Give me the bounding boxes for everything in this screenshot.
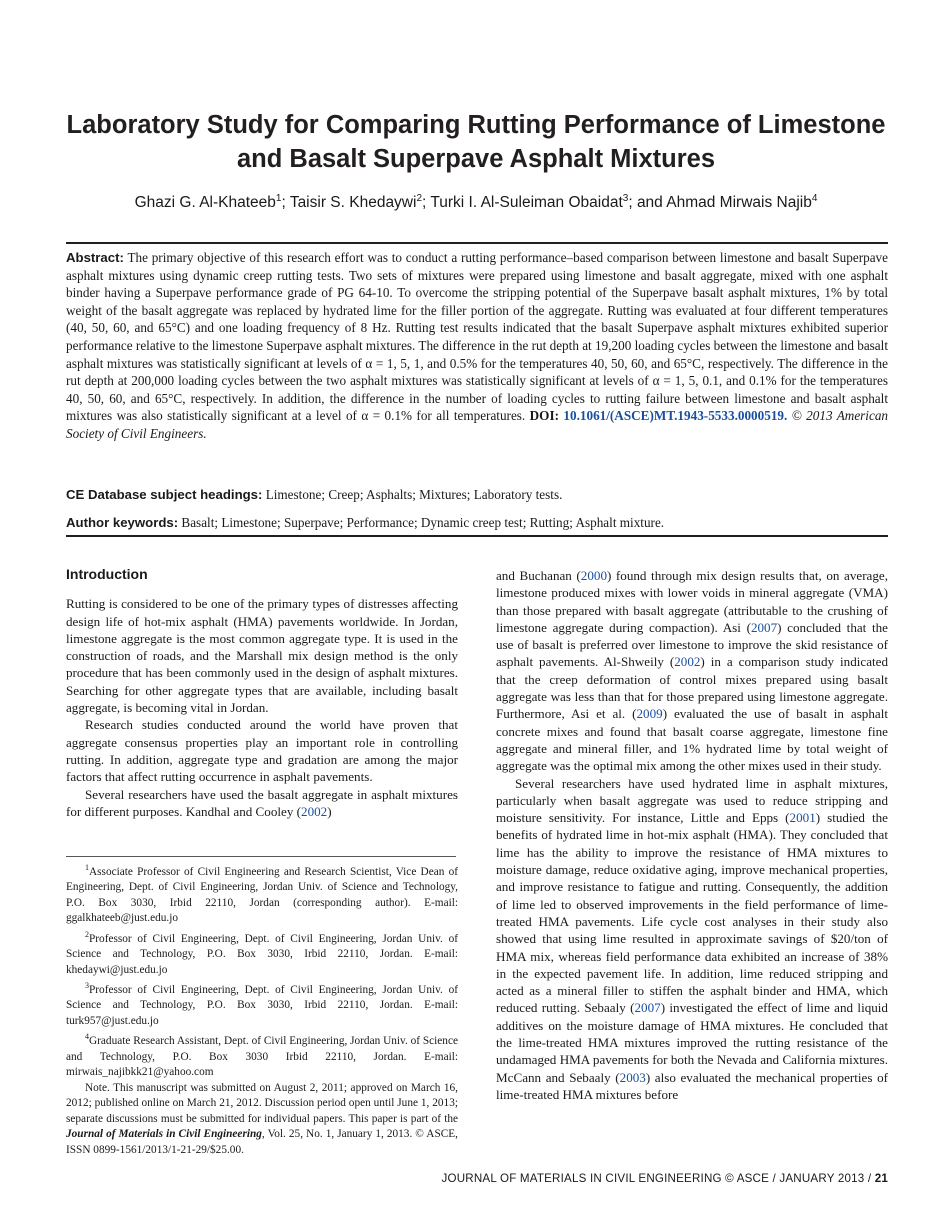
citation-link[interactable]: 2002 (674, 654, 701, 670)
copyright: © 2013 American Society of Civil Engineers. (66, 408, 889, 441)
citation-link[interactable]: 2009 (636, 706, 663, 722)
author-affiliation-mark: 1 (275, 193, 282, 204)
citation-link[interactable]: 2000 (580, 568, 607, 583)
subject-headings-label: CE Database subject headings: (66, 487, 263, 502)
footnotes (66, 860, 458, 1158)
right-column (496, 567, 888, 1103)
doi-label: DOI: (529, 408, 559, 424)
paragraph: and Buchanan (2000) found through mix design results that, on average, limestone produced mixes with lower voids in mineral aggregate (VMA) than those prepared with basalt aggregate (attributable to the crushing of limestone aggregate during compaction). Asi (2007) concluded that the use of basalt is preferred over limestone to improve the skid resistance of asphalt pavements. Al-Shweily (2002) in a comparison study indicated that the creep deformation of control mixes prepared using basalt aggregate was less than that for those prepared using limestone aggregate. Furthermore, Asi et al. (2009) evaluated the use of basalt in asphalt concrete mixes and found that basalt coarse aggregate, limestone fine aggregate and mineral filler, and 1% hydrated lime by total weight of aggregate was the optimal mix among the other mixes used in their study. (496, 568, 889, 774)
author-name: Turki I. Al-Suleiman Obaidat (430, 194, 623, 212)
footnote: $^4$Graduate Research Assistant, Dept. of Civil Engineering, Jordan Univ. of Science and Technology, P.O. Box 3030 Irbid 22110, Jordan. E-mail: mirwais_najibkk21@yahoo.com (66, 1032, 458, 1079)
paragraph: Several researchers have used hydrated lime in asphalt mixtures, particularly when basalt aggregate was used to reduce stripping and moisture sensitivity. For instance, Little and Epps (2001) studied the benefits of hydrated lime in hot-mix asphalt (HMA). They concluded that lime has the ability to improve the resistance of HMA mixtures to moisture damage, reduce oxidative aging, improve mechanical properties, and improve resistance to fatigue and rutting. Consequently, the addition of lime led to observed improvements in the field performance of lime-treated HMA pavements. Life cycle cost analyses in their study also showed that using lime resulted in approximate savings of $20/ton of HMA mix, whereas field performance data exhibited an increase of 38% in the expected pavement life. In addition, lime reduced stripping and acted as a mineral filler to stiffen the asphalt binder and HMA, which reduced rutting. Sebaaly (2007) investigated the effect of lime and liquid additives on the moisture damage of HMA mixtures. He concluded that the lime-treated HMA mixtures improved the rutting resistance of the undamaged HMA pavements for both the Nevada and California mixtures. McCann and Sebaaly (2003) also evaluated the mechanical properties of lime-treated HMA mixtures before (496, 775, 888, 1102)
citation-link[interactable]: 2003 (619, 1069, 646, 1085)
page-number: 21 (874, 1172, 888, 1185)
abstract-text: The primary objective of this research effort was to conduct a rutting performance–based comparison between limestone and basalt Superpave asphalt mixtures using dynamic creep rutting tests. Two sets of mixtures were prepared using limestone and basalt aggregate, mixed with one asphalt binder having a Superpave performance grade of PG 64-10. To overcome the stripping potential of the Superpave basalt asphalt mixtures, 1% by total weight of the basalt aggregate was replaced by hydrated lime for the filler portion of the aggregate. Rutting was evaluated at four different temperatures (40, 50, 60, and 65°C) and one loading frequency of 8 Hz. Rutting test results indicated that the basalt Superpave asphalt mixtures exhibited superior performance relative to the limestone Superpave asphalt mixtures. The difference in the rut depth at 19,200 loading cycles between the limestone and basalt asphalt mixtures was statistically significant at levels of α = 1, 5, 1, and 0.5% for the temperatures 40, 50, 60, and 65°C, respectively. The difference in the rut depth at 200,000 loading cycles between the two asphalt mixtures was statistically significant at levels of α = 1, 5, 0.1, and 0.1% for the temperatures 40, 50, 60, and 65°C, respectively. In addition, the difference in the number of loading cycles to rutting failure between limestone and basalt asphalt mixtures was also statistically significant at a level of α = 0.1% for all temperatures. (66, 250, 889, 424)
citation-link[interactable]: 2002 (301, 803, 328, 819)
paragraph: Several researchers have used the basalt aggregate in asphalt mixtures for different purposes. Kandhal and Cooley (2002) (66, 786, 458, 819)
paragraph: Rutting is considered to be one of the primary types of distresses affecting design life of hot-mix asphalt (HMA) pavements worldwide. In Jordan, limestone aggregate is the most common aggregate type. It is used in the construction of roads, and the Marshall mix design method is the only procedure that has been commonly used in the design of asphalt mixtures. Searching for other aggregate types that are available, including basalt aggregate, is becoming vital in Jordan. (66, 596, 458, 716)
abstract-label: Abstract: (66, 250, 124, 265)
author-list: Ghazi G. Al-Khateeb$^1$; Taisir S. Khedaywi$^2$; Turki I. Al-Suleiman Obaidat$^3$; and Ahmad Mirwais Najib$^4$ (134, 193, 818, 212)
paragraph: Research studies conducted around the world have proven that aggregate consensus properties play an important role in controlling rutting. In addition, aggregate type and gradation are among the major factors that affect rutting occurrence in asphalt pavements. (66, 717, 458, 785)
author-name: Taisir S. Khedaywi (289, 194, 417, 212)
author-name: Ghazi G. Al-Khateeb (134, 194, 276, 212)
author-name: Ahmad Mirwais Najib (666, 194, 812, 212)
citation-link[interactable]: 2007 (634, 1000, 661, 1016)
abstract (66, 249, 888, 443)
doi-link[interactable]: 10.1061/(ASCE)MT.1943-5533.0000519. (563, 408, 788, 424)
keywords-bottom-rule (66, 535, 888, 537)
author-affiliation-mark: 2 (416, 193, 423, 204)
submission-note: Note. This manuscript was submitted on August 2, 2011; approved on March 16, 2012; published online on March 21, 2012. Discussion period open until June 1, 2013; separate discussions must be submitted for individual papers. This paper is part of the Journal of Materials in Civil Engineering, Vol. 25, No. 1, January 1, 2013. © ASCE, ISSN 0899-1561/2013/1-21-29/$25.00. (66, 1081, 458, 1156)
author-keywords-label: Author keywords: (66, 515, 179, 530)
author-keywords-text: Basalt; Limestone; Superpave; Performance; Dynamic creep test; Rutting; Asphalt mixture. (181, 515, 665, 530)
citation-link[interactable]: 2001 (789, 810, 816, 826)
left-column (66, 566, 458, 820)
running-footer (441, 1172, 888, 1185)
footnote: $^3$Professor of Civil Engineering, Dept. of Civil Engineering, Jordan Univ. of Science and Technology, P.O. Box 3030, Irbid 22110, Jordan. E-mail: turk957@just.edu.jo (66, 981, 458, 1027)
author-affiliation-mark: 3 (622, 193, 629, 204)
footnote: $^1$Associate Professor of Civil Engineering and Research Scientist, Vice Dean of Engineering, Dept. of Civil Engineering, Jordan Univ. of Science and Technology, P.O. Box 3030, Irbid 22110, Jordan (corresponding author). E-mail: ggalkhateeb@just.edu.jo (66, 863, 458, 925)
citation-link[interactable]: 2007 (750, 619, 778, 635)
paper-title: Laboratory Study for Comparing Rutting Performance of Limestone and Basalt Superpave Asphalt Mixtures (66, 111, 886, 173)
author-affiliation-mark: 4 (811, 193, 818, 204)
section-heading-introduction: Introduction (66, 566, 148, 582)
abstract-top-rule (66, 242, 888, 244)
subject-headings (66, 486, 888, 504)
author-keywords (66, 514, 888, 532)
footnote-rule (66, 856, 456, 857)
subject-headings-text: Limestone; Creep; Asphalts; Mixtures; Laboratory tests. (265, 487, 563, 502)
footnote: $^2$Professor of Civil Engineering, Dept. of Civil Engineering, Jordan Univ. of Science and Technology, P.O. Box 3030, Irbid 22110, Jordan. E-mail: khedaywi@just.edu.jo (66, 929, 458, 976)
running-footer-text: JOURNAL OF MATERIALS IN CIVIL ENGINEERING © ASCE / JANUARY 2013 / (441, 1172, 875, 1185)
